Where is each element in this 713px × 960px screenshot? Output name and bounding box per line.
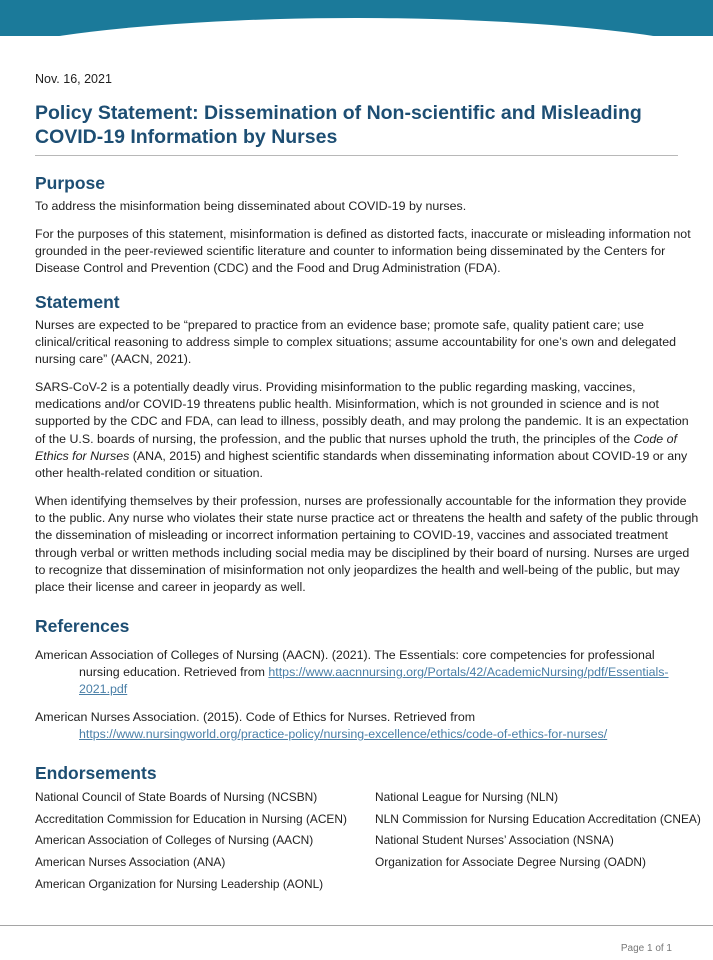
statement-heading: Statement [35,292,120,312]
statement-paragraph-2 [35,379,700,482]
purpose-heading: Purpose [35,173,106,193]
purpose-paragraph-2: For the purposes of this statement, misinformation is defined as distorted facts, inaccurate or misleading information not grounded in the peer-reviewed scientific literature and counter to information being disseminated by the Centers for Disease Control and Prevention (CDC) and the Food and Drug Administration (FDA). [35,227,691,276]
endorsement-acen: Accreditation Commission for Education in Nursing (ACEN) [35,812,347,826]
code-of-ethics-title: Code of Ethics for Nurses [35,431,677,463]
endorsement-cnea: NLN Commission for Nursing Education Accreditation (CNEA) [375,812,701,826]
reference-text: American Nurses Association. (2015). Code of Ethics for Nurses. Retrieved from [35,710,476,724]
endorsement-aonl: American Organization for Nursing Leadership (AONL) [35,877,324,891]
reference-item-ana [35,709,685,743]
purpose-paragraph-1: To address the misinformation being disseminated about COVID-19 by nurses. [35,199,467,213]
ana-code-of-ethics-link[interactable]: https://www.nursingworld.org/practice-policy/nursing-excellence/ethics/code-of-ethics-for-nurses/ [79,727,608,742]
endorsement-oadn: Organization for Associate Degree Nursing (OADN) [375,855,646,869]
statement-paragraph-3: When identifying themselves by their profession, nurses are professionally accountable for the information they provide to the public. Any nurse who violates their state nurse practice act or threatens the health and safety of the public through the dissemination of misleading or incorrect information pertaining to COVID-19, vaccines and associated treatment through verbal or written methods including social media may be disciplined by their board of nursing. Nurses are urged to recognize that dissemination of misinformation not only jeopardizes the health and well-being of the public, but may place their license and career in jeopardy as well. [35,494,699,595]
page-number: Page 1 of 1 [620,943,672,954]
reference-text: American Association of Colleges of Nursing (AACN). (2021). The Essentials: core competencies for professional nursing education. Retrieved from [35,648,655,680]
footer-divider [0,925,713,926]
top-banner [0,0,713,36]
title-divider [35,155,678,156]
reference-item-aacn [35,647,685,699]
references-heading: References [35,616,130,636]
statement-paragraph-1: Nurses are expected to be “prepared to practice from an evidence base; promote safe, quality patient care; use clinical/critical reasoning to address simple to complex situations; assume accountability for one’s own and delegated nursing care” (AACN, 2021). [35,318,676,367]
aacn-essentials-link[interactable]: https://www.aacnnursing.org/Portals/42/AcademicNursing/pdf/Essentials-2021.pdf [79,665,669,697]
document-title: Policy Statement: Dissemination of Non-scientific and Misleading COVID-19 Information by Nurses [35,102,642,148]
document-date: Nov. 16, 2021 [35,72,112,86]
statement-p2-text-end: (ANA, 2015) and highest scientific standards when disseminating information about COVID-19 or any other health-related condition or situation. [35,448,688,481]
endorsements-heading: Endorsements [35,763,157,783]
endorsement-ncsbn: National Council of State Boards of Nursing (NCSBN) [35,790,318,804]
endorsement-ana: American Nurses Association (ANA) [35,855,226,869]
endorsement-nsna: National Student Nurses’ Association (NSNA) [375,833,614,847]
endorsement-aacn: American Association of Colleges of Nursing (AACN) [35,833,314,847]
statement-p2-text: SARS-CoV-2 is a potentially deadly virus. Providing misinformation to the public regarding masking, vaccines, medications and/or COVID-19 threatens public health. Misinformation, which is not grounded in science and is not supported by the CDC and FDA, can lead to illness, possibly death, and may prolong the pandemic. It is an expectation of the U.S. boards of nursing, the profession, and the public that nurses uphold the truth, the principles of the [35,380,689,446]
endorsement-nln: National League for Nursing (NLN) [375,790,559,804]
banner-curve [0,18,713,36]
